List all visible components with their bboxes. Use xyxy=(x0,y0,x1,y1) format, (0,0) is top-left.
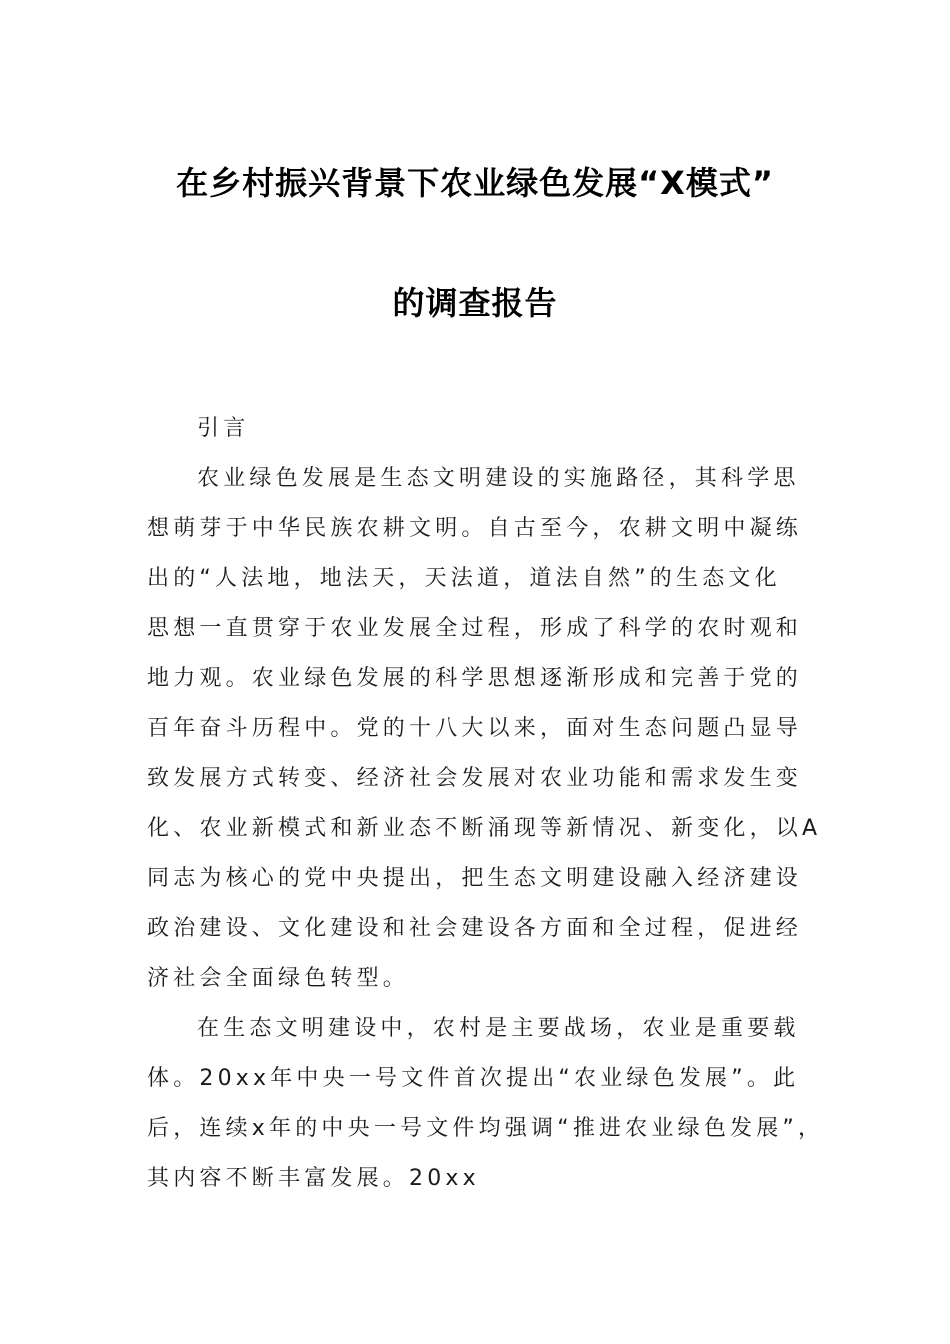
paragraph-1-line: 出的“人法地，地法天，天法道，道法自然”的生态文化 xyxy=(147,566,781,591)
paragraph-1-line: 同志为核心的党中央提出，把生态文明建设融入经济建设 xyxy=(147,866,803,891)
document-title-line-2: 的调查报告 xyxy=(392,284,558,322)
paragraph-1-line: 政治建设、文化建设和社会建设各方面和全过程，促进经 xyxy=(147,916,803,941)
paragraph-1-line: 化、农业新模式和新业态不断涌现等新情况、新变化，以A xyxy=(147,816,822,841)
paragraph-1-line: 百年奋斗历程中。党的十八大以来，面对生态问题凸显导 xyxy=(147,716,803,741)
paragraph-1-line: 农业绿色发展是生态文明建设的实施路径，其科学思 xyxy=(197,466,800,491)
paragraph-2-line: 其内容不断丰富发展。20xx xyxy=(147,1166,480,1191)
paragraph-1-line: 致发展方式转变、经济社会发展对农业功能和需求发生变 xyxy=(147,766,803,791)
paragraph-2-line: 在生态文明建设中，农村是主要战场，农业是重要载 xyxy=(197,1016,800,1041)
paragraph-1-line: 济社会全面绿色转型。 xyxy=(147,966,410,991)
paragraph-1-line: 想萌芽于中华民族农耕文明。自古至今，农耕文明中凝练 xyxy=(147,516,803,541)
paragraph-1-line: 思想一直贯穿于农业发展全过程，形成了科学的农时观和 xyxy=(147,616,803,641)
paragraph-1-line: 地力观。农业绿色发展的科学思想逐渐形成和完善于党的 xyxy=(147,666,803,691)
paragraph-2-line: 体。20xx年中央一号文件首次提出“农业绿色发展”。此 xyxy=(147,1066,800,1091)
document-title-line-1: 在乡村振兴背景下农业绿色发展“X模式” xyxy=(176,164,774,202)
section-heading: 引言 xyxy=(197,416,250,441)
paragraph-2-line: 后，连续x年的中央一号文件均强调“推进农业绿色发展”， xyxy=(147,1116,825,1141)
